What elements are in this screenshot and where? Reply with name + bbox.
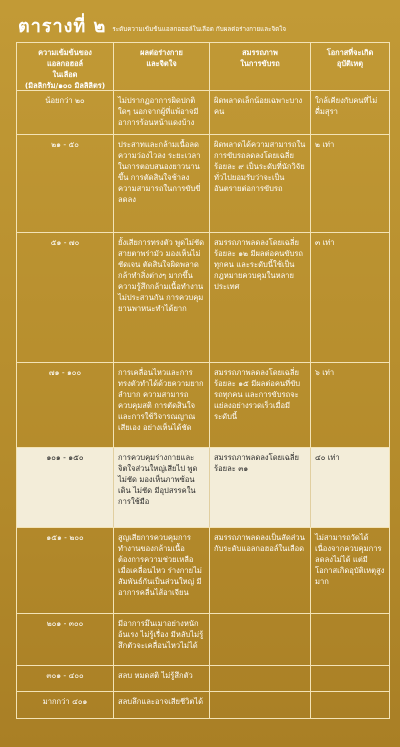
row-level: ๒๐๑ - ๓๐๐ (17, 614, 114, 665)
header-effects-line2: และจิตใจ (146, 59, 177, 68)
header-risk-line1: โอกาสที่จะเกิด (326, 48, 374, 57)
row-effect: มีอาการมึนเมาอย่างหนัก อ้นเรง ไม่รู้เรื่อง มีหลับไม่รู้สึกตัวจะเคลื่อนไหวไม่ได้ (114, 614, 210, 665)
row-level: ๕๑ - ๗๐ (17, 233, 114, 362)
row-effect: ยั้งเสียการทรงตัว พูดไม่ชัด สายตาพร่ามัว มองเห็นไม่ชัดเจน ตัดสินใจผิดพลาด กล้าทำสิ่งต่างๆ มากขึ้น ความรู้สึกกล้ามเนื้อทำงานไม่ประสานกัน การควบคุมยานพาหนะทำได้ยาก (114, 233, 210, 362)
table-row-highlighted (17, 448, 389, 528)
header-effects (114, 43, 210, 90)
row-level: ๓๐๑ - ๔๐๐ (17, 666, 114, 691)
table-row (17, 135, 389, 233)
row-driving: สมรรถภาพลดลงโดยเฉลี่ยร้อยละ ๑๕ มีผลต่อคนที่ขับรถทุกคน และการขับรถจะแย่ลงอย่างรวดเร็วเมื่อมีระดับนี้ (210, 363, 311, 447)
row-effect: ไม่ปรากฏอาการผิดปกติใดๆ นอกจากผู้ที่แพ้อาจมีอาการร้อนหน้าแดงบ้าง (114, 91, 210, 134)
table-row (17, 614, 389, 666)
row-effect: สลบ หมดสติ ไม่รู้สึกตัว (114, 666, 210, 691)
row-risk (311, 692, 389, 718)
row-effect: การเคลื่อนไหวและการทรงตัวทำได้ด้วยความยากลำบาก ความสามารถควบคุมสติ การตัดสินใจ และการใช้วิจารณญาณเสียเอง อย่างเห็นได้ชัด (114, 363, 210, 447)
table-row (17, 363, 389, 448)
row-effect: ประสาทและกล้ามเนื้อลดความว่องไวลง ระยะเวลาในการตอบสนองยาวนานขึ้น การตัดสินใจช้าลง ความสามารถในการขับขี่ลดลง (114, 135, 210, 232)
table-row (17, 692, 389, 718)
header-concentration-unit: (มิลลิกรัม/๑๐๐ มิลลิลิตร) (24, 81, 106, 90)
header-driving-line1: สมรรถภาพ (242, 48, 278, 57)
page-subtitle: ระดับความเข้มข้นแอลกอฮอล์ในเลือด กับผลต่อร่างกายและจิตใจ (112, 26, 287, 33)
row-level: ๗๑ - ๑๐๐ (17, 363, 114, 447)
row-risk: ไม่สามารถวัดได้ เนื่องจากควบคุมการลดลงไม่ได้ แต่มีโอกาสเกิดอุบัติเหตุสูงมาก (315, 533, 385, 586)
row-driving (210, 692, 311, 718)
page-title: ตารางที่ ๒ (18, 16, 107, 37)
header-driving-line2: ในการขับรถ (240, 59, 280, 68)
row-effect: การควบคุมร่างกายและจิตใจส่วนใหญ่เสียไป พูดไม่ชัด มองเห็นภาพซ้อนเดิน ไม่ชัด มีอุปสรรคในการใช้มือ (114, 448, 210, 527)
header-effects-line1: ผลต่อร่างกาย (140, 48, 183, 57)
row-risk: ๓ เท่า (315, 238, 335, 247)
table-row (17, 528, 389, 614)
row-driving: สมรรถภาพลดลงโดยเฉลี่ยร้อยละ ๑๒ มีผลต่อคนขับรถทุกคน และระดับนี้ใช้เป็นกฎหมายควบคุมในหลายประเทศ (210, 233, 311, 362)
title-row (18, 8, 390, 38)
row-risk (311, 614, 389, 665)
header-risk (311, 43, 389, 90)
row-risk: ๔๐ เท่า (315, 453, 340, 462)
row-driving: ผิดพลาดเล็กน้อยเฉพาะบางคน (210, 91, 311, 134)
row-risk: ใกล้เคียงกับคนที่ไม่ดื่มสุรา (315, 96, 378, 116)
row-risk: ๖ เท่า (315, 368, 335, 377)
table-row (17, 233, 389, 363)
row-risk (311, 666, 389, 691)
row-level: มากกว่า ๔๐๑ (17, 692, 114, 718)
row-driving: ผิดพลาดได้ความสามารถในการขับรถลดลงโดยเฉลี่ยร้อยละ ๙ เป็นระดับที่นักวิจัยทั่วไปยอมรับว่าจะเป็นอันตรายต่อการขับรถ (210, 135, 311, 232)
row-driving: สมรรถภาพลดลงโดยเฉลี่ยร้อยละ ๓๑ (210, 448, 311, 527)
row-driving: สมรรถภาพลดลงเป็นสัดส่วนกับระดับแอลกอฮอล์ในเลือด (210, 528, 311, 613)
table-row (17, 91, 389, 135)
row-effect: สูญเสียการควบคุมการทำงานของกล้ามเนื้อ ต้องการความช่วยเหลือเมื่อเคลื่อนไหว ร่างกายไม่สัมพันธ์กันเป็นส่วนใหญ่ มีอาการคลื่นไส้อาเจียน (114, 528, 210, 613)
row-level: ๒๑ - ๕๐ (17, 135, 114, 232)
row-level: ๑๐๑ - ๑๕๐ (17, 448, 114, 527)
header-risk-line2: อุบัติเหตุ (336, 59, 364, 68)
effects-table (16, 42, 390, 719)
header-concentration-line2: ในเลือด (52, 70, 78, 79)
row-driving (210, 614, 311, 665)
header-concentration (17, 43, 114, 90)
table-header-row (17, 43, 389, 91)
header-concentration-line1: ความเข้มข้นของแอลกอฮอล์ (38, 48, 92, 68)
row-driving (210, 666, 311, 691)
header-driving (210, 43, 311, 90)
row-level: น้อยกว่า ๒๐ (17, 91, 114, 134)
row-level: ๑๕๑ - ๒๐๐ (17, 528, 114, 613)
row-risk: ๒ เท่า (315, 140, 335, 149)
row-effect: สลบลึกและอาจเสียชีวิตได้ (114, 692, 210, 718)
table-row (17, 666, 389, 692)
